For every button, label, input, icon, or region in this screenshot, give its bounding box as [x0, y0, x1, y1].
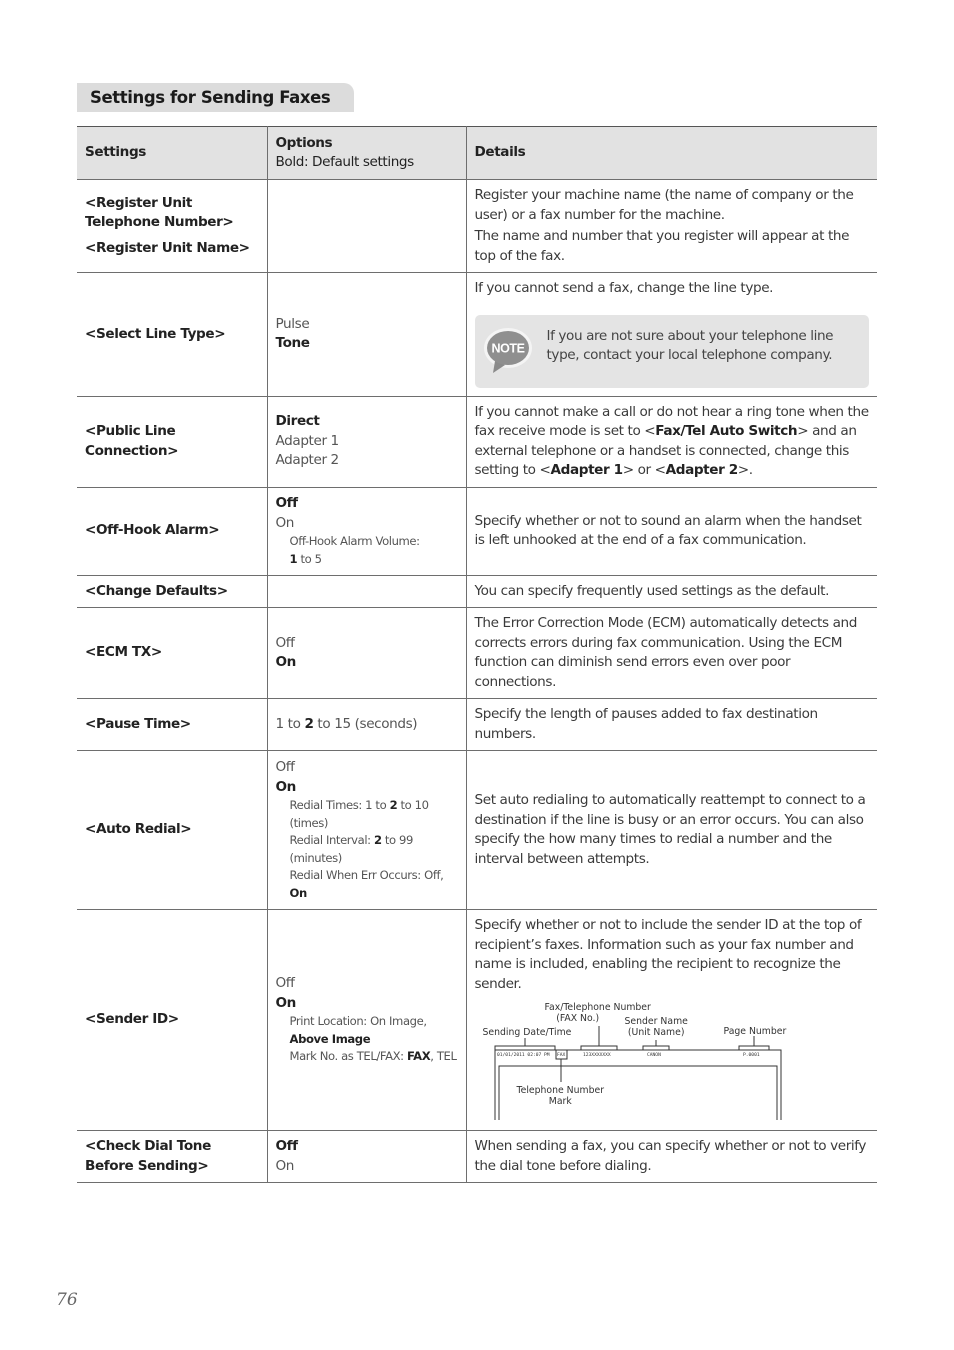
section-title: Settings for Sending Faxes: [77, 83, 354, 112]
options-cell: [267, 180, 466, 273]
sample-mark: FAX: [556, 1053, 565, 1058]
detail-text: Specify the length of pauses added to fax destination numbers.: [466, 699, 877, 751]
setting-name: <Change Defaults>: [77, 575, 267, 608]
detail-text: If you cannot send a fax, change the line type.: [474, 280, 774, 296]
table-row: [77, 1131, 877, 1183]
table-row: [77, 487, 877, 575]
sample-number: 123XXXXXXX: [582, 1053, 611, 1058]
details-cell: [466, 180, 877, 273]
option-default: Off: [275, 495, 298, 511]
detail-text: Specify whether or not to include the sender ID at the top of recipient’s faxes. Information such as your fax number and name is included, enabling the recipient to recognize the sender.: [474, 917, 862, 992]
fax-page-outline: [475, 1002, 870, 1124]
detail-text: Register your machine name (the name of company or the user) or a fax number for the machine.: [474, 187, 854, 223]
option-value: Off: [275, 634, 295, 651]
option-default: On: [275, 994, 296, 1011]
table-row: [77, 396, 877, 487]
option-sub: Redial Interval: 2 to 99 (minutes): [289, 833, 413, 865]
sample-date: 01/01/2011 02:07 PM: [496, 1053, 550, 1058]
detail-text: Set auto redialing to automatically reattempt to connect to a destination if the line is busy or an error occurs. You can also specify the how many times to redial a number and the interval between attempts.: [466, 751, 877, 910]
note-box: [475, 315, 870, 388]
details-cell: [466, 396, 877, 487]
option-value: 1 to 2 to 15 (seconds): [267, 699, 466, 751]
option-value: On: [275, 514, 295, 531]
options-cell: [267, 751, 466, 910]
options-cell: [267, 1131, 466, 1183]
setting-name: <Public Line Connection>: [77, 396, 267, 487]
detail-text: The Error Correction Mode (ECM) automatically detects and corrects errors during fax communication. Using the ECM function can diminish send errors even over poor connections.: [466, 608, 877, 699]
option-value: Off: [275, 975, 295, 992]
table-row: [77, 751, 877, 910]
detail-text: If you cannot make a call or do not hear a ring tone when the fax receive mode is set to <Fax/Tel Auto Switch> and an external telephone or a handset is connected, change this setting to <Adapter 1> or <Adapter 2>.: [474, 403, 869, 478]
setting-name: <Register Unit Name>: [85, 239, 250, 256]
options-cell: [267, 608, 466, 699]
table-row: [77, 910, 877, 1131]
sender-id-diagram: [475, 1002, 870, 1124]
option-sub: Redial Times: 1 to 2 to 10 (times): [289, 798, 429, 830]
detail-text: When sending a fax, you can specify whether or not to verify the dial tone before dialing.: [466, 1131, 877, 1183]
option-sub: Redial When Err Occurs: Off, On: [289, 868, 444, 900]
option-sub: Mark No. as TEL/FAX: FAX, TEL: [289, 1049, 457, 1064]
note-label: NOTE: [490, 341, 525, 355]
sample-name: CANON: [646, 1053, 661, 1058]
setting-cell: [77, 180, 267, 273]
detail-text: The name and number that you register will appear at the top of the fax.: [474, 228, 850, 264]
header-options-label: Options: [275, 134, 333, 151]
setting-name: <Check Dial Tone Before Sending>: [77, 1131, 267, 1183]
note-icon: [483, 327, 533, 374]
setting-name: <Register Unit Telephone Number>: [85, 194, 234, 231]
setting-name: <Select Line Type>: [77, 273, 267, 397]
header-settings: Settings: [77, 127, 267, 180]
option-value: Adapter 2: [275, 452, 339, 469]
page-number: 76: [56, 1290, 78, 1310]
diagram-label-page: Page Number: [723, 1026, 787, 1037]
option-value: Adapter 1: [275, 432, 339, 449]
option-sub: Off-Hook Alarm Volume:: [289, 534, 420, 548]
table-header-row: [77, 127, 877, 180]
header-options: [267, 127, 466, 180]
table-row: [77, 180, 877, 273]
settings-table: [77, 126, 877, 1183]
option-value: Off: [275, 759, 295, 775]
option-sub: Print Location: On Image, Above Image: [289, 1014, 427, 1046]
options-cell: [267, 396, 466, 487]
option-default: Off: [275, 1138, 298, 1154]
header-options-sub: Bold: Default settings: [275, 154, 414, 170]
options-cell: [267, 273, 466, 397]
note-text: If you are not sure about your telephone line type, contact your local telephone company.: [546, 327, 834, 363]
setting-name: <Sender ID>: [77, 910, 267, 1131]
option-default: Tone: [275, 335, 310, 352]
details-cell: [466, 910, 877, 1131]
option-value: On: [275, 1157, 295, 1174]
options-cell: [267, 575, 466, 608]
diagram-label-fax-number: Fax/Telephone Number (FAX No.): [544, 1002, 651, 1024]
detail-text: Specify whether or not to sound an alarm when the handset is left unhooked at the end of a fax communication.: [466, 487, 877, 575]
option-default: Direct: [275, 413, 320, 430]
detail-text: You can specify frequently used settings as the default.: [466, 575, 877, 608]
table-row: [77, 699, 877, 751]
setting-name: <Off-Hook Alarm>: [77, 487, 267, 575]
option-default: On: [275, 654, 296, 670]
sample-page: P.0001: [742, 1053, 760, 1058]
table-row: [77, 273, 877, 397]
setting-name: <Pause Time>: [77, 699, 267, 751]
setting-name: <ECM TX>: [77, 608, 267, 699]
header-details: Details: [466, 127, 877, 180]
setting-name: <Auto Redial>: [77, 751, 267, 910]
options-cell: [267, 487, 466, 575]
option-sub: 1 to 5: [289, 551, 322, 566]
diagram-label-sender-name: Sender Name (Unit Name): [624, 1016, 688, 1038]
table-row: [77, 575, 877, 608]
options-cell: [267, 910, 466, 1131]
option-default: On: [275, 778, 296, 795]
details-cell: [466, 273, 877, 397]
table-row: [77, 608, 877, 699]
option-value: Pulse: [275, 315, 310, 332]
diagram-label-date: Sending Date/Time: [482, 1027, 572, 1038]
diagram-label-tel-mark: Telephone Number Mark: [516, 1085, 605, 1107]
